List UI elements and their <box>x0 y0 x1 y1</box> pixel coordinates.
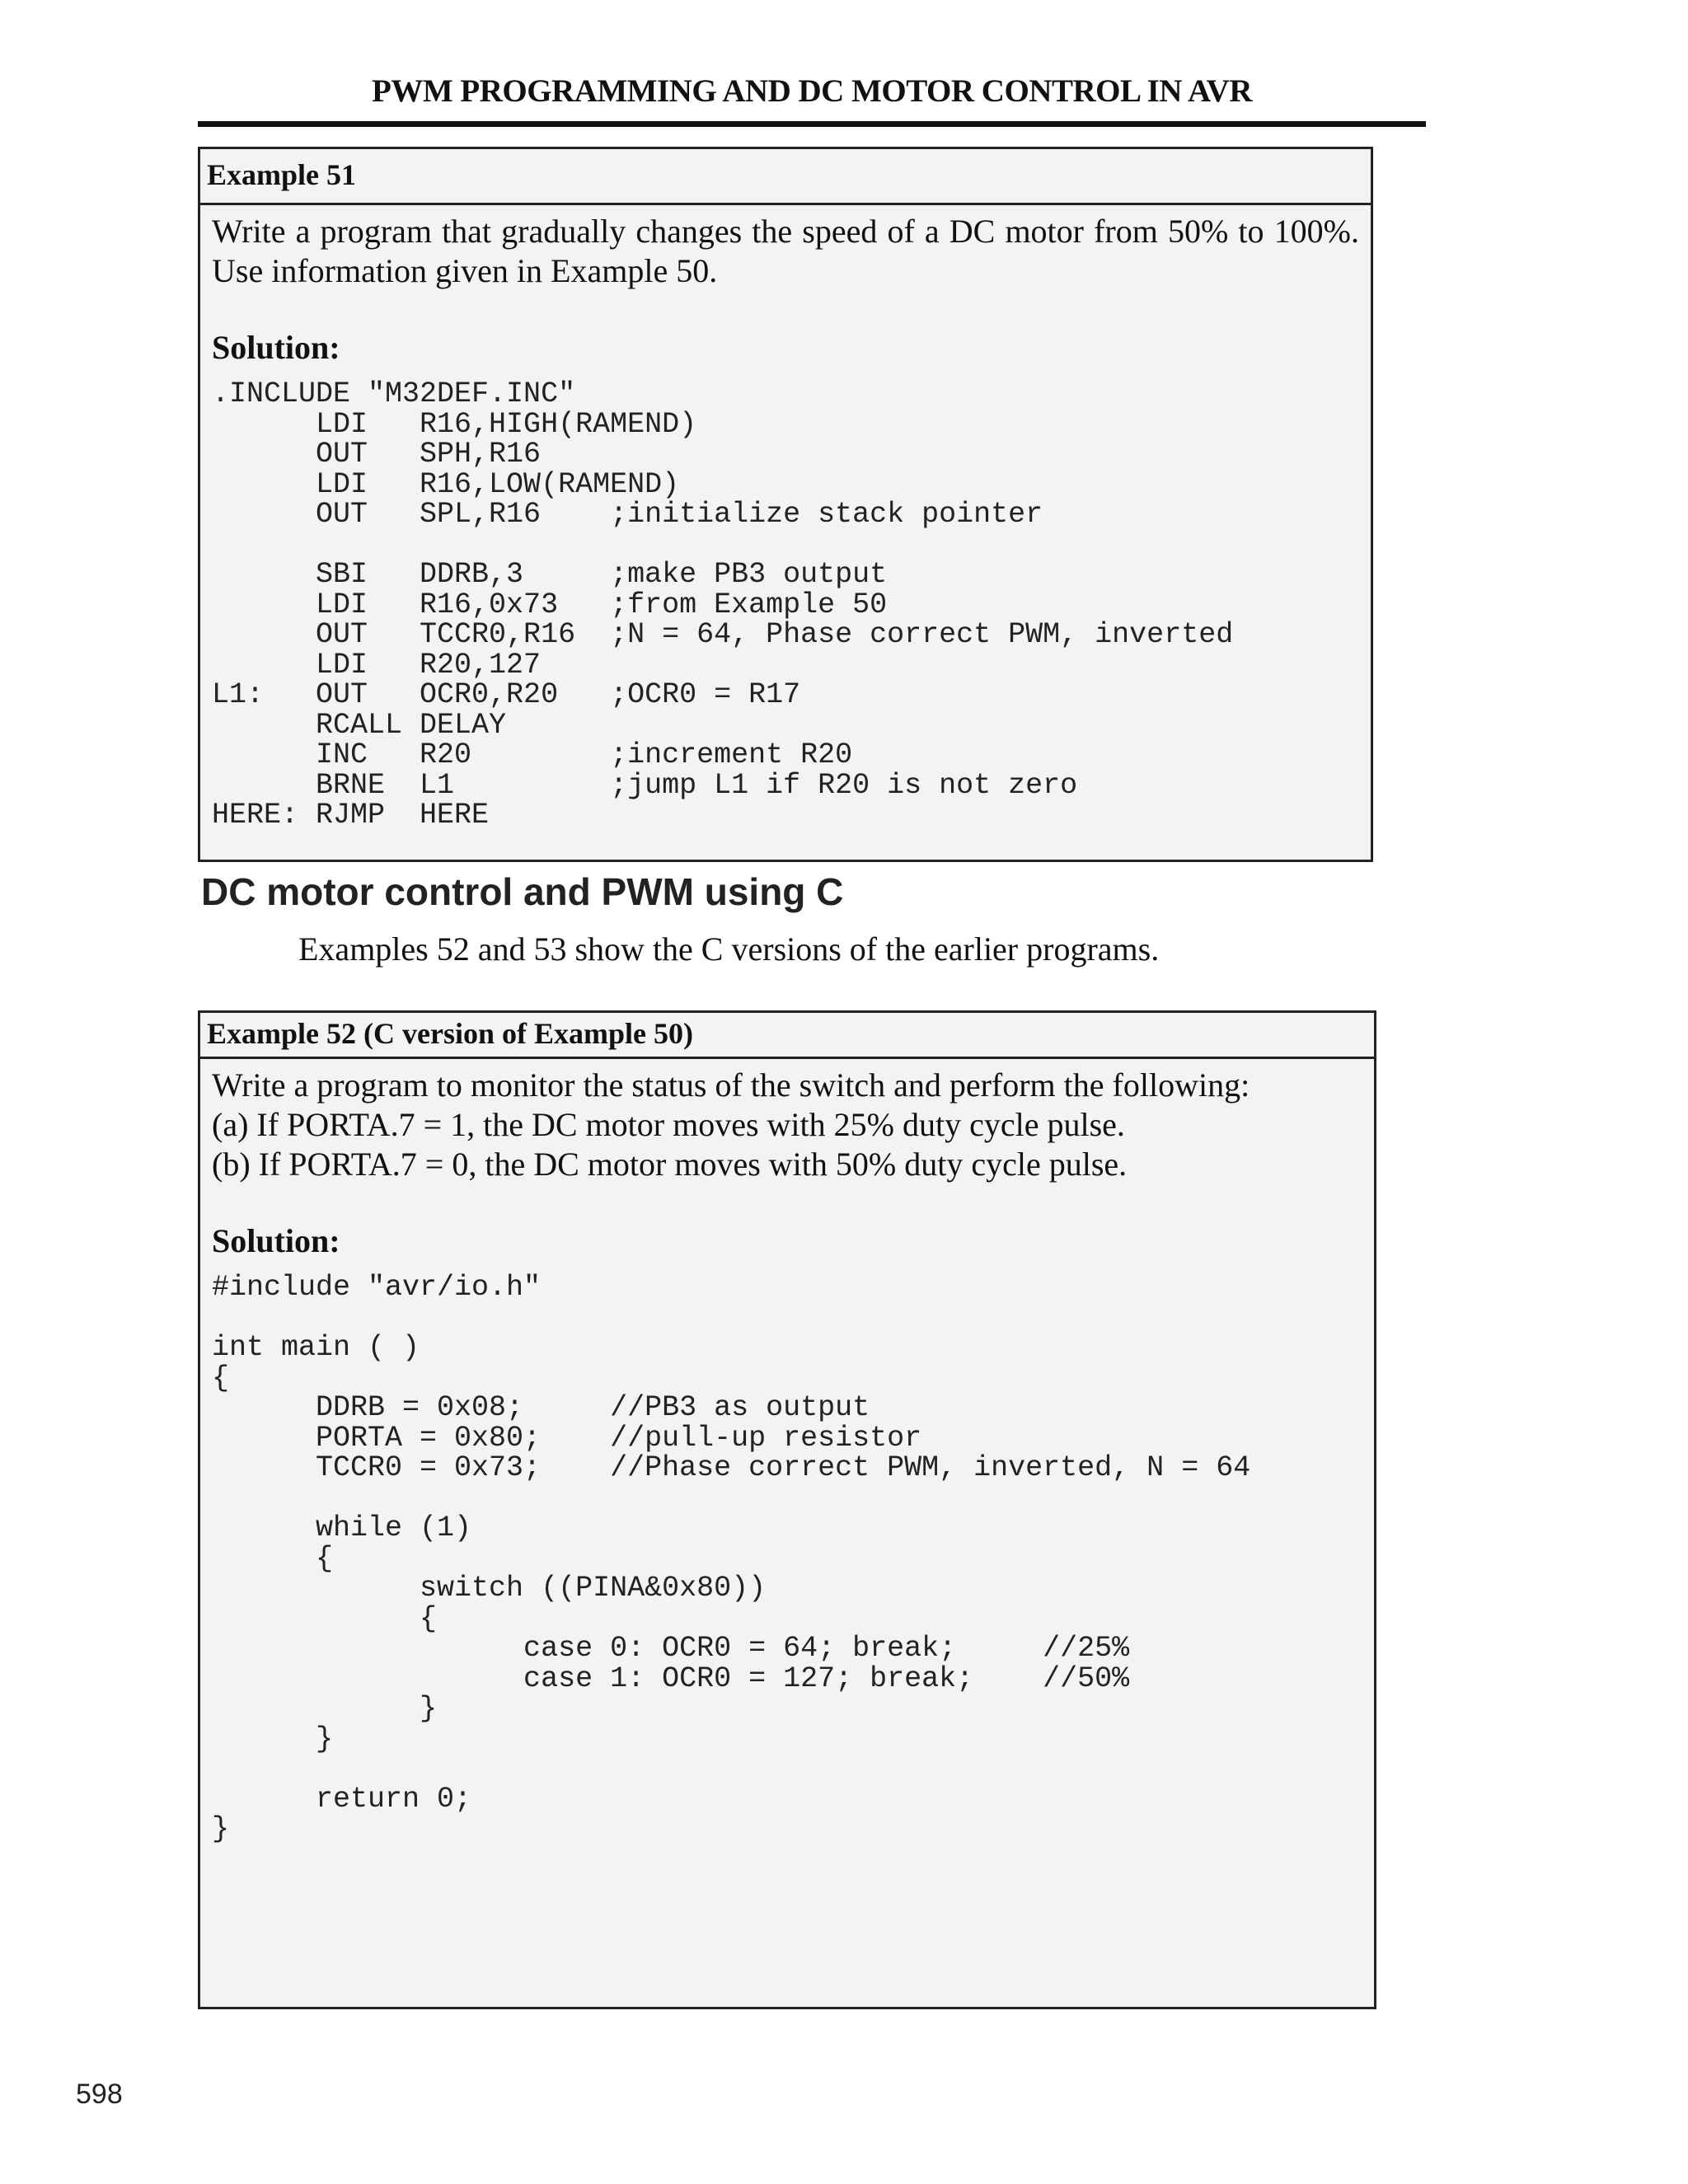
problem-word: to <box>1238 213 1264 250</box>
problem-word: Write <box>212 213 286 250</box>
problem-word: motor <box>1005 213 1084 250</box>
problem-word: of <box>887 213 915 250</box>
code-line: case 0: OCR0 = 64; break; //25% <box>212 1632 1130 1665</box>
example-51-body <box>200 205 1371 831</box>
code-line: DDRB = 0x08; //PB3 as output <box>212 1391 870 1424</box>
code-line: TCCR0 = 0x73; //Phase correct PWM, inverted, N = 64 <box>212 1451 1251 1484</box>
running-head: PWM PROGRAMMING AND DC MOTOR CONTROL IN AVR <box>372 73 1252 109</box>
code-line <box>212 1303 1362 1333</box>
example-52-problem <box>212 1066 1362 1184</box>
code-line: LDI R16,HIGH(RAMEND) <box>212 407 697 441</box>
example-52-solution-label: Solution: <box>212 1222 340 1259</box>
code-line: } <box>212 1722 334 1755</box>
code-line <box>212 1483 1362 1514</box>
example-51-problem-line-1 <box>212 212 1359 251</box>
page-number: 598 <box>76 2079 123 2110</box>
code-line: { <box>212 1361 230 1394</box>
problem-word: a <box>924 213 940 250</box>
code-line: BRNE L1 ;jump L1 if R20 is not zero <box>212 768 1078 802</box>
code-line: while (1) <box>212 1511 472 1544</box>
intro-paragraph: Examples 52 and 53 show the C versions of the earlier programs. <box>298 930 1160 968</box>
code-line: { <box>212 1541 334 1575</box>
problem-word: 100%. <box>1273 213 1359 250</box>
example-52-box <box>198 1010 1376 2009</box>
code-line: RCALL DELAY <box>212 708 507 742</box>
code-line: #include "avr/io.h" <box>212 1271 542 1304</box>
code-line: L1: OUT OCR0,R20 ;OCR0 = R17 <box>212 678 801 711</box>
code-line: case 1: OCR0 = 127; break; //50% <box>212 1661 1130 1695</box>
problem-word: gradually <box>501 213 626 250</box>
code-line: switch ((PINA&0x80)) <box>212 1572 767 1605</box>
code-line: OUT SPH,R16 <box>212 438 542 471</box>
problem-word: that <box>442 213 492 250</box>
example-52-code-listing <box>212 1272 1362 1844</box>
code-line: PORTA = 0x80; //pull-up resistor <box>212 1421 922 1455</box>
example-51-problem <box>212 212 1359 291</box>
problem-word: from <box>1094 213 1158 250</box>
code-line: int main ( ) <box>212 1331 420 1364</box>
example-52-title: Example 52 (C version of Example 50) <box>200 1013 1374 1059</box>
code-line <box>212 1754 1362 1784</box>
problem-word: changes <box>635 213 743 250</box>
code-line: LDI R16,LOW(RAMEND) <box>212 467 680 501</box>
code-line: { <box>212 1601 438 1635</box>
problem-word: program <box>320 213 432 250</box>
example-52-body <box>200 1059 1374 1844</box>
example-51-code-listing <box>212 379 1359 831</box>
example-51-problem-line-2: Use information given in Example 50. <box>212 252 718 289</box>
code-line: LDI R16,0x73 ;from Example 50 <box>212 588 888 621</box>
example-52-problem-line: Write a program to monitor the status of the switch and perform the following: <box>212 1066 1250 1104</box>
code-line <box>212 530 1359 560</box>
header-rule <box>198 121 1426 127</box>
problem-word: 50% <box>1167 213 1229 250</box>
code-line: LDI R20,127 <box>212 648 542 682</box>
example-52-problem-line: (a) If PORTA.7 = 1, the DC motor moves with 25% duty cycle pulse. <box>212 1106 1125 1143</box>
code-line: SBI DDRB,3 ;make PB3 output <box>212 558 888 591</box>
example-51-box <box>198 147 1373 862</box>
code-line: HERE: RJMP HERE <box>212 799 490 832</box>
example-52-problem-line: (b) If PORTA.7 = 0, the DC motor moves with 50% duty cycle pulse. <box>212 1146 1128 1183</box>
problem-word: speed <box>802 213 878 250</box>
problem-word: DC <box>949 213 996 250</box>
example-51-solution-label: Solution: <box>212 329 340 366</box>
problem-word: the <box>752 213 793 250</box>
code-line: .INCLUDE "M32DEF.INC" <box>212 377 576 410</box>
problem-word: a <box>295 213 311 250</box>
code-line: } <box>212 1692 438 1725</box>
code-line: OUT TCCR0,R16 ;N = 64, Phase correct PWM, inverted <box>212 618 1234 651</box>
section-heading: DC motor control and PWM using C <box>201 870 844 913</box>
example-51-title: Example 51 <box>200 149 1371 205</box>
code-line: OUT SPL,R16 ;initialize stack pointer <box>212 498 1043 531</box>
code-line: return 0; <box>212 1782 472 1816</box>
code-line: } <box>212 1812 230 1845</box>
code-line: INC R20 ;increment R20 <box>212 738 853 771</box>
